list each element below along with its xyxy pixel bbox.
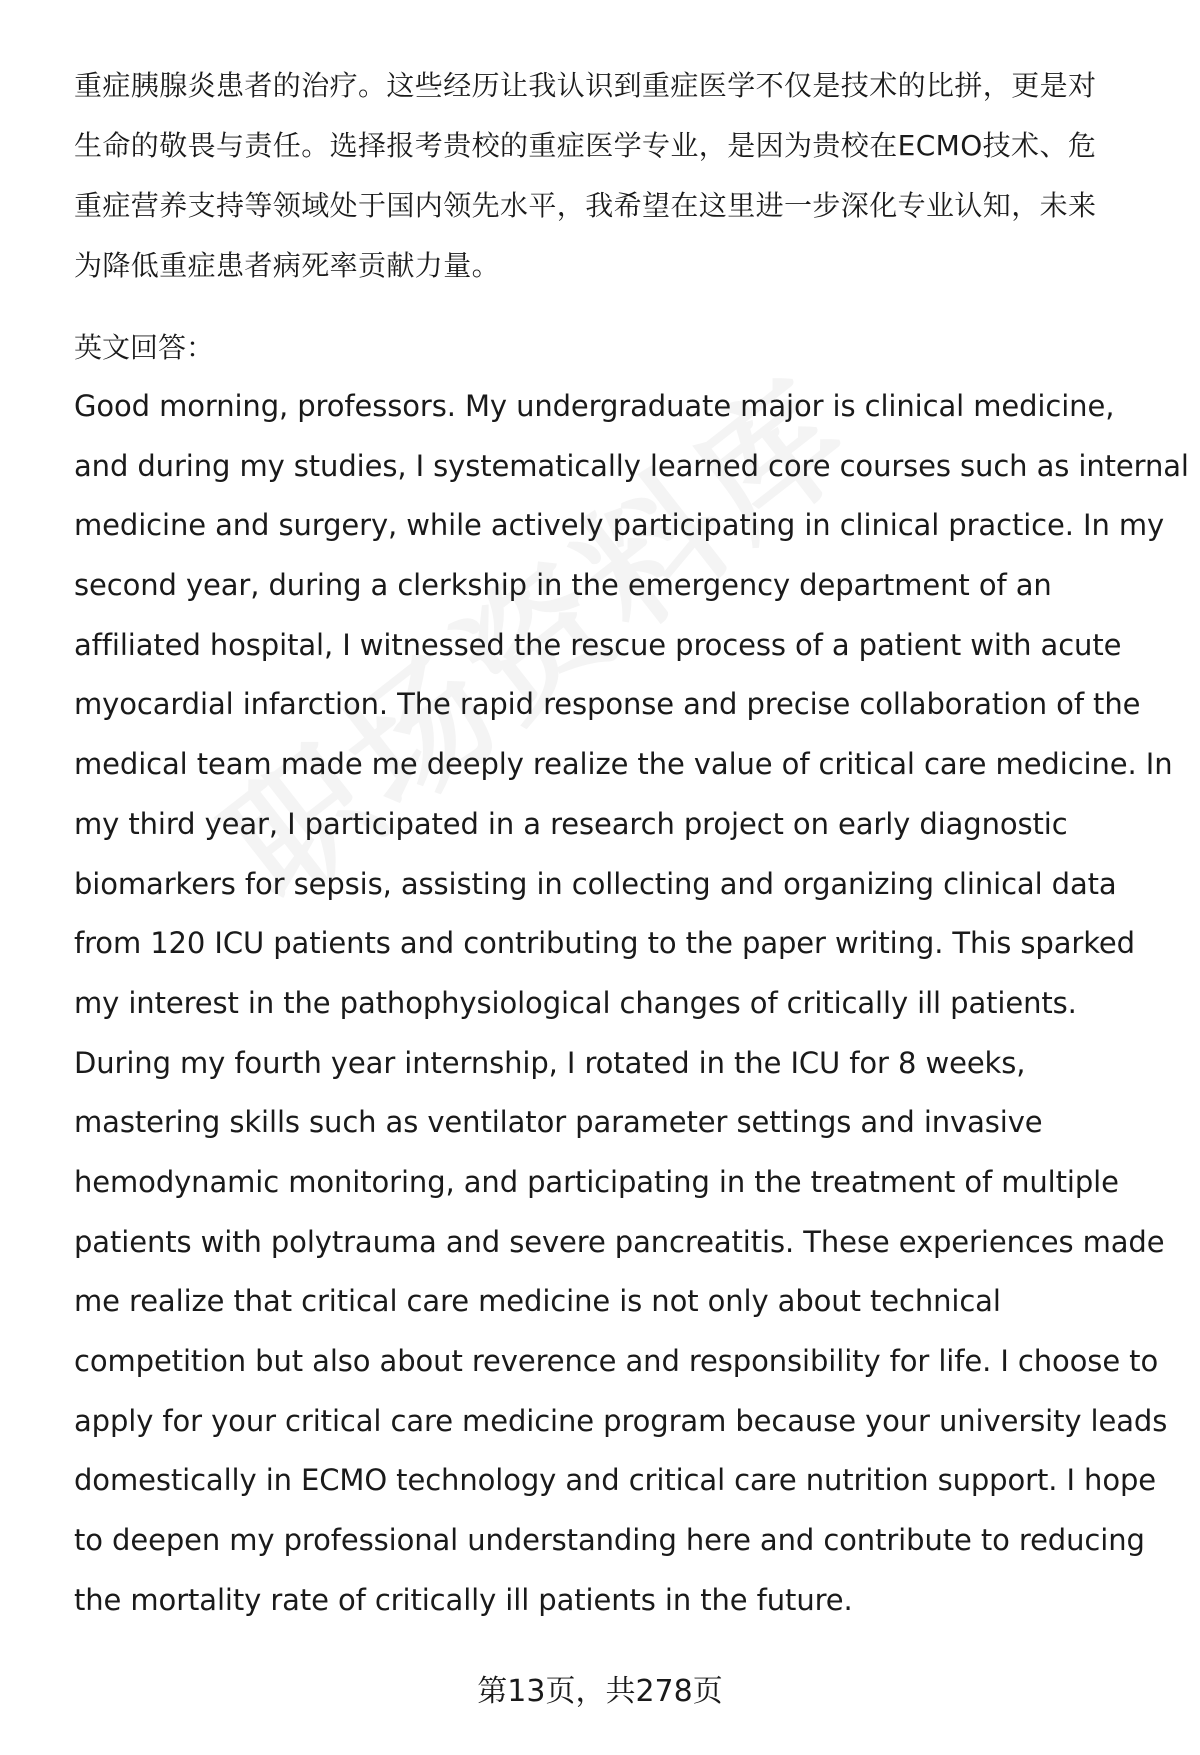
english-line: to deepen my professional understanding here and contribute to reducing xyxy=(74,1523,1145,1558)
english-line: myocardial infarction. The rapid response and precise collaboration of the xyxy=(74,687,1141,722)
chinese-line: 重症胰腺炎患者的治疗。这些经历让我认识到重症医学不仅是技术的比拼，更是对 xyxy=(74,69,1097,102)
english-line: me realize that critical care medicine is not only about technical xyxy=(74,1284,1001,1319)
english-paragraph xyxy=(74,377,1189,1630)
english-line: competition but also about reverence and responsibility for life. I choose to xyxy=(74,1344,1159,1378)
chinese-paragraph xyxy=(74,56,1134,296)
english-line: the mortality rate of critically ill patients in the future. xyxy=(74,1582,853,1617)
english-line: my third year, I participated in a research project on early diagnostic xyxy=(74,806,1068,841)
english-line: apply for your critical care medicine program because your university leads xyxy=(74,1403,1168,1438)
english-line: second year, during a clerkship in the emergency department of an xyxy=(74,568,1052,603)
english-line: my interest in the pathophysiological changes of critically ill patients. xyxy=(74,985,1077,1020)
english-line: from 120 ICU patients and contributing to the paper writing. This sparked xyxy=(74,926,1135,961)
english-line: During my fourth year internship, I rotated in the ICU for 8 weeks, xyxy=(74,1045,1026,1080)
english-line: patients with polytrauma and severe pancreatitis. These experiences made xyxy=(74,1224,1165,1259)
english-line: domestically in ECMO technology and critical care nutrition support. I hope xyxy=(74,1463,1157,1498)
chinese-line: 生命的敬畏与责任。选择报考贵校的重症医学专业，是因为贵校在ECMO技术、危 xyxy=(74,129,1097,162)
chinese-line: 为降低重症患者病死率贡献力量。 xyxy=(74,249,501,282)
page-number: 第13页，共278页 xyxy=(477,1674,723,1709)
english-answer-heading: 英文回答： xyxy=(74,331,215,364)
english-line: and during my studies, I systematically learned core courses such as internal xyxy=(74,448,1189,483)
chinese-line: 重症营养支持等领域处于国内领先水平，我希望在这里进一步深化专业认知，未来 xyxy=(74,189,1097,222)
english-line: hemodynamic monitoring, and participating in the treatment of multiple xyxy=(74,1164,1119,1199)
english-line: mastering skills such as ventilator parameter settings and invasive xyxy=(74,1105,1043,1140)
english-line: affiliated hospital, I witnessed the rescue process of a patient with acute xyxy=(74,627,1122,662)
english-line: medicine and surgery, while actively participating in clinical practice. In my xyxy=(74,508,1165,543)
english-line: medical team made me deeply realize the value of critical care medicine. In xyxy=(74,747,1173,782)
english-line: Good morning, professors. My undergraduate major is clinical medicine, xyxy=(74,389,1115,423)
english-line: biomarkers for sepsis, assisting in collecting and organizing clinical data xyxy=(74,866,1117,901)
